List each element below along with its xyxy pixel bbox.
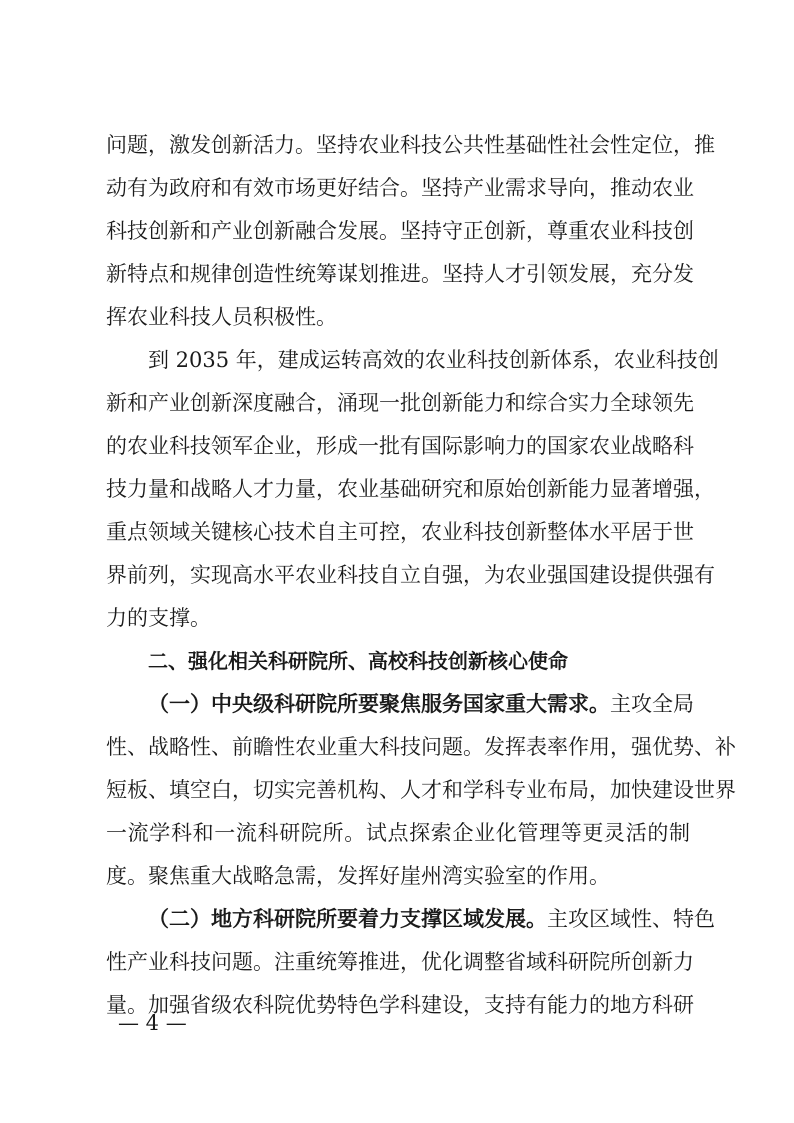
paragraph-line: 重点领域关键核心技术自主可控，农业科技创新整体水平居于世	[106, 520, 694, 544]
paragraph-line: 动有为政府和有效市场更好结合。坚持产业需求导向，推动农业	[106, 176, 694, 200]
paragraph-line: 量。加强省级农科院优势特色学科建设，支持有能力的地方科研	[106, 993, 694, 1017]
paragraph-line: 技力量和战略人才力量，农业基础研究和原始创新能力显著增强，	[106, 477, 715, 501]
item-text: 主攻全局	[610, 692, 694, 716]
paragraph-line: 短板、填空白，切实完善机构、人才和学科专业布局，加快建设世界	[106, 778, 736, 802]
item-heading: （一）中央级科研院所要聚焦服务国家重大需求。	[148, 692, 610, 716]
paragraph-line: 挥农业科技人员积极性。	[106, 305, 337, 329]
section-heading: 二、强化相关科研院所、高校科技创新核心使命	[148, 649, 568, 673]
paragraph-line: 性产业科技问题。注重统筹推进，优化调整省域科研院所创新力	[106, 950, 694, 974]
item-text: 主攻区域性、特色	[547, 907, 715, 931]
paragraph-line: 性、战略性、前瞻性农业重大科技问题。发挥表率作用，强优势、补	[106, 735, 736, 759]
paragraph-line: 的农业科技领军企业，形成一批有国际影响力的国家农业战略科	[106, 434, 694, 458]
paragraph-line: 界前列，实现高水平农业科技自立自强，为农业强国建设提供强有	[106, 563, 715, 587]
paragraph-line: 力的支撑。	[106, 606, 211, 630]
item-first-line	[148, 904, 715, 934]
item-first-line	[148, 689, 694, 719]
paragraph-line: 新和产业创新深度融合，涌现一批创新能力和综合实力全球领先	[106, 391, 694, 415]
paragraph-line: 一流学科和一流科研院所。试点探索企业化管理等更灵活的制	[106, 821, 690, 845]
item-heading: （二）地方科研院所要着力支撑区域发展。	[148, 907, 547, 931]
paragraph-line: 科技创新和产业创新融合发展。坚持守正创新，尊重农业科技创	[106, 219, 694, 243]
page-number: — 4 —	[118, 1011, 187, 1035]
paragraph-line: 问题，激发创新活力。坚持农业科技公共性基础性社会性定位，推	[106, 133, 715, 157]
paragraph-line: 新特点和规律创造性统筹谋划推进。坚持人才引领发展，充分发	[106, 262, 694, 286]
paragraph-line: 度。聚焦重大战略急需，发挥好崖州湾实验室的作用。	[106, 864, 610, 888]
paragraph-line: 到 2035 年，建成运转高效的农业科技创新体系，农业科技创	[148, 348, 719, 372]
